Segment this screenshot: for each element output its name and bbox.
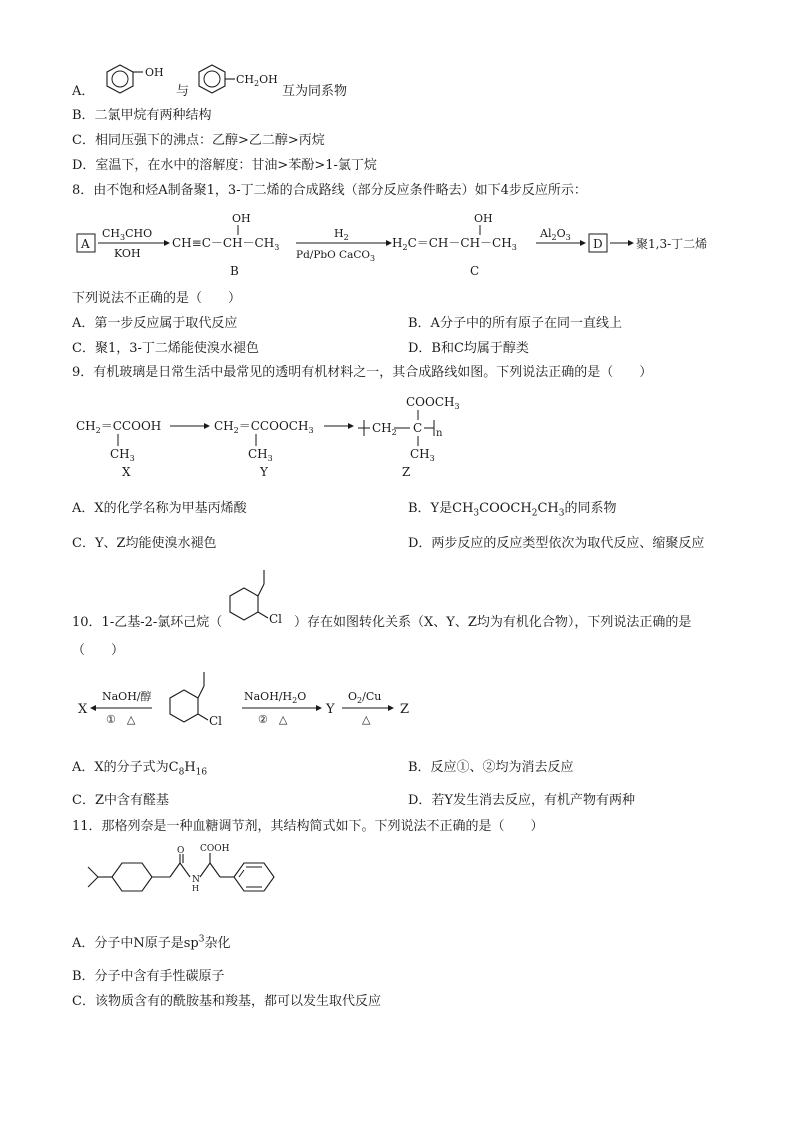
c-formula: C＝CH－CH－CH	[407, 236, 512, 250]
q10-stem-a: 10．1-乙基-2-氯环己烷（	[72, 615, 223, 630]
r3-reagent-b: /Cu	[362, 690, 382, 703]
reagent3: Al	[540, 227, 552, 240]
r1-condition: ① △	[106, 713, 136, 726]
svg-text:Al2O3	[539, 227, 571, 242]
r3-sub: 2	[357, 696, 363, 705]
benzyl-alcohol-structure	[190, 62, 290, 96]
q9-option-b: B．Y是$CH_3COOCH_2CH_3$的同系物	[408, 501, 617, 519]
r3-condition: △	[362, 713, 371, 726]
x-methyl-sub: 3	[129, 454, 135, 463]
svg-text:CH2OH	[236, 73, 278, 88]
q7-option-b: B．二氯甲烷有两种结构	[72, 108, 212, 123]
reagent3-sub1: 2	[551, 233, 557, 242]
benzyl-sub: 2	[254, 79, 260, 88]
q8-option-d: D．B和C均属于醇类	[408, 341, 529, 356]
svg-text:O2/Cu	[348, 690, 381, 705]
x-product: X	[78, 702, 88, 717]
reagent2-bottom: Pd/PbO CaCO	[296, 249, 370, 261]
box-a-label: A	[81, 237, 90, 251]
z-methyl-sub: 3	[429, 454, 435, 463]
q11-option-a: A．分子中N原子是$sp^3$杂化	[72, 934, 231, 951]
reagent1-top-b: CHO	[125, 227, 153, 240]
q8-stem: 8．由不饱和烃A制备聚1，3-丁二烯的合成路线（部分反应条件略去）如下4步反应所示：	[72, 183, 587, 198]
reagent3-sub2: 3	[565, 233, 571, 242]
q10-conversion-diagram	[72, 668, 432, 738]
y-methyl: CH	[248, 447, 268, 461]
q9-option-a: A．X的化学名称为甲基丙烯酸	[72, 501, 247, 516]
c-formula-sub2: 3	[511, 243, 517, 252]
q8-option-c: C．聚1，3-丁二烯能使溴水褪色	[72, 341, 259, 356]
svg-text:CH2＝CCOOH	[76, 419, 161, 435]
x-label: X	[122, 465, 131, 479]
r2-reagent: NaOH/H	[244, 690, 293, 703]
q8-synthesis-route	[72, 205, 732, 283]
q8-option-a: A．第一步反应属于取代反应	[72, 316, 238, 331]
q9-stem: 9．有机玻璃是日常生活中最常见的透明有机材料之一，其合成路线如图。下列说法正确的是（ ）	[72, 365, 653, 380]
z-ch2: CH	[372, 421, 392, 435]
q11-option-b: B．分子中含有手性碳原子	[72, 969, 225, 984]
x-rest: ＝CCOOH	[100, 419, 162, 433]
r2-reagent-b: O	[297, 690, 307, 703]
svg-text:Pd/PbO CaCO3	[296, 249, 375, 263]
z-product: Z	[400, 702, 410, 717]
b-formula-sub: 3	[274, 243, 280, 252]
q7-yu-text: 与	[176, 84, 190, 99]
y-label: Y	[260, 465, 268, 479]
b-oh-label: OH	[232, 212, 251, 225]
nateglinide-structure	[86, 845, 296, 917]
x-ch2: CH	[76, 419, 96, 433]
q10-option-d: D．若Y发生消去反应，有机产物有两种	[408, 793, 636, 808]
r2-sub: 2	[292, 696, 298, 705]
stem-cl-label: Cl	[269, 612, 283, 626]
q7-option-d: D．室温下，在水中的溶解度：甘油>苯酚>1-氯丁烷	[72, 158, 377, 173]
z-carbon: C	[413, 421, 423, 435]
y-sub2: 3	[308, 426, 314, 435]
q8-question: 下列说法不正确的是（ ）	[72, 291, 242, 306]
reagent3-b: O	[556, 227, 566, 240]
svg-text:CH3CHO	[102, 227, 152, 242]
reagent2-top: H	[334, 227, 344, 240]
r2-condition: ② △	[258, 713, 288, 726]
svg-text:CH3	[248, 447, 273, 463]
ethyl-chlorocyclohexane-structure	[222, 566, 294, 630]
x-sub: 2	[95, 426, 101, 435]
q9-synthesis-route	[72, 390, 492, 482]
b-formula: CH≡C－CH－CH	[172, 236, 275, 250]
svg-text:CH≡C－CH－CH3	[172, 236, 279, 252]
reagent2-top-sub: 2	[343, 233, 349, 242]
y-methyl-sub: 3	[267, 454, 273, 463]
carbonyl-o-label: O	[177, 846, 185, 856]
phenol-oh-label: OH	[145, 66, 164, 79]
q7-option-a-tail: 互为同系物	[282, 84, 348, 99]
benzyl-oh-label: OH	[259, 73, 278, 86]
z-n: n	[436, 428, 443, 439]
b-label: B	[230, 264, 239, 278]
y-ch2: CH	[214, 419, 234, 433]
x-methyl: CH	[110, 447, 130, 461]
z-label: Z	[402, 465, 411, 479]
y-sub: 2	[233, 426, 239, 435]
svg-text:CH2	[372, 421, 397, 437]
q10-stem-paren: （ ）	[72, 643, 125, 658]
reagent1-bottom: KOH	[114, 247, 141, 260]
z-cooch3: COOCH	[406, 395, 455, 409]
q11-option-c: C．该物质含有的酰胺基和羧基，都可以发生取代反应	[72, 994, 381, 1009]
svg-text:NaOH/H2O	[244, 690, 306, 705]
q9-option-d: D．两步反应的反应类型依次为取代反应、缩聚反应	[408, 536, 705, 551]
q10-option-c: C．Z中含有醛基	[72, 793, 169, 808]
c-formula-h: H	[392, 236, 403, 250]
q10-stem-b: ）存在如图转化关系（X、Y、Z均为有机化合物），下列说法正确的是	[294, 615, 692, 630]
c-label: C	[470, 264, 480, 278]
svg-text:H2	[334, 227, 349, 242]
r3-reagent: O	[348, 690, 358, 703]
y-product: Y	[326, 702, 335, 717]
q7-option-c: C．相同压强下的沸点：乙醇>乙二醇>丙烷	[72, 133, 325, 148]
q8-option-b: B．A分子中的所有原子在同一直线上	[408, 316, 622, 331]
amide-n-label: N	[192, 875, 200, 885]
q7-option-a-label: A．	[72, 84, 95, 99]
c-oh-label: OH	[474, 212, 493, 225]
cooh-label: COOH	[200, 844, 230, 854]
z-mid-sub: 2	[391, 428, 397, 437]
c-formula-sub1: 2	[402, 243, 408, 252]
z-top-sub: 3	[454, 402, 460, 411]
amide-h-label: H	[192, 884, 199, 893]
reagent2-bottom-sub: 3	[370, 254, 376, 263]
q9-option-c: C．Y、Z均能使溴水褪色	[72, 536, 217, 551]
phenol-structure	[98, 62, 178, 96]
svg-text:CH3	[410, 447, 435, 463]
svg-text:H2C＝CH－CH－CH3	[392, 236, 517, 252]
svg-text:CH2＝CCOOCH3	[214, 419, 314, 435]
svg-text:CH3	[110, 447, 135, 463]
benzyl-ch-label: CH	[236, 73, 255, 86]
reagent1-top-sub: 3	[120, 233, 126, 242]
reagent1-top: CH	[102, 227, 121, 240]
q10-option-b: B．反应①、②均为消去反应	[408, 760, 574, 775]
svg-text:COOCH3	[406, 395, 460, 411]
box-d-label: D	[593, 237, 603, 251]
y-rest: ＝CCOOCH	[238, 419, 309, 433]
product-label: 聚1,3-丁二烯	[636, 237, 708, 251]
q11-stem: 11．那格列奈是一种血糖调节剂，其结构简式如下。下列说法不正确的是（ ）	[72, 819, 544, 834]
z-methyl: CH	[410, 447, 430, 461]
ring-cl-label: Cl	[209, 714, 223, 728]
q10-option-a: A．X的分子式为$C_8H_{16}$	[72, 760, 208, 778]
r1-reagent: NaOH/醇	[102, 690, 152, 703]
